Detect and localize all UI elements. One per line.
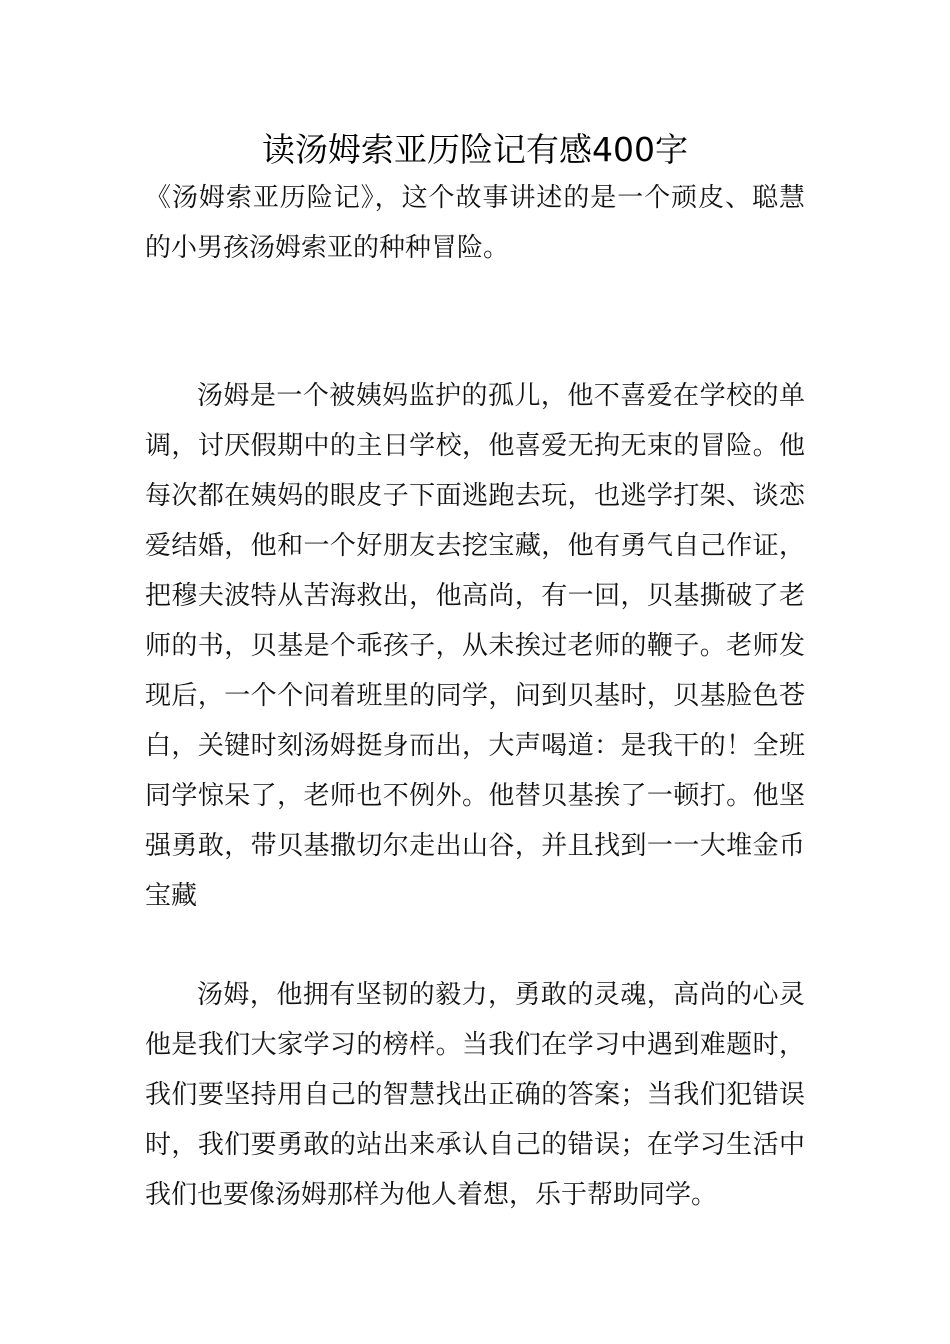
paragraph-reflection: 汤姆，他拥有坚韧的毅力，勇敢的灵魂，高尚的心灵他是我们大家学习的榜样。当我们在学习中遇到难题时，我们要坚持用自己的智慧找出正确的答案；当我们犯错误时，我们要勇敢的站出来承认自己的错误；在学习生活中我们也要像汤姆那样为他人着想，乐于帮助同学。	[145, 980, 805, 1210]
paragraph-story: 汤姆是一个被姨妈监护的孤儿，他不喜爱在学校的单调，讨厌假期中的主日学校，他喜爱无拘无束的冒险。他每次都在姨妈的眼皮子下面逃跑去玩，也逃学打架、谈恋爱结婚，他和一个好朋友去挖宝藏，他有勇气自己作证，把穆夫波特从苦海救出，他高尚，有一回，贝基撕破了老师的书，贝基是个乖孩子，从未挨过老师的鞭子。老师发现后，一个个问着班里的同学，问到贝基时，贝基脸色苍白，关键时刻汤姆挺身而出，大声喝道：是我干的！全班同学惊呆了，老师也不例外。他替贝基挨了一顿打。他坚强勇敢，带贝基撒切尔走出山谷，并且找到一一大堆金币宝藏	[145, 381, 805, 911]
paragraph-intro: 《汤姆索亚历险记》，这个故事讲述的是一个顽皮、聪慧的小男孩汤姆索亚的种种冒险。	[145, 183, 805, 263]
document-title: 读汤姆索亚历险记有感400字	[262, 130, 688, 169]
